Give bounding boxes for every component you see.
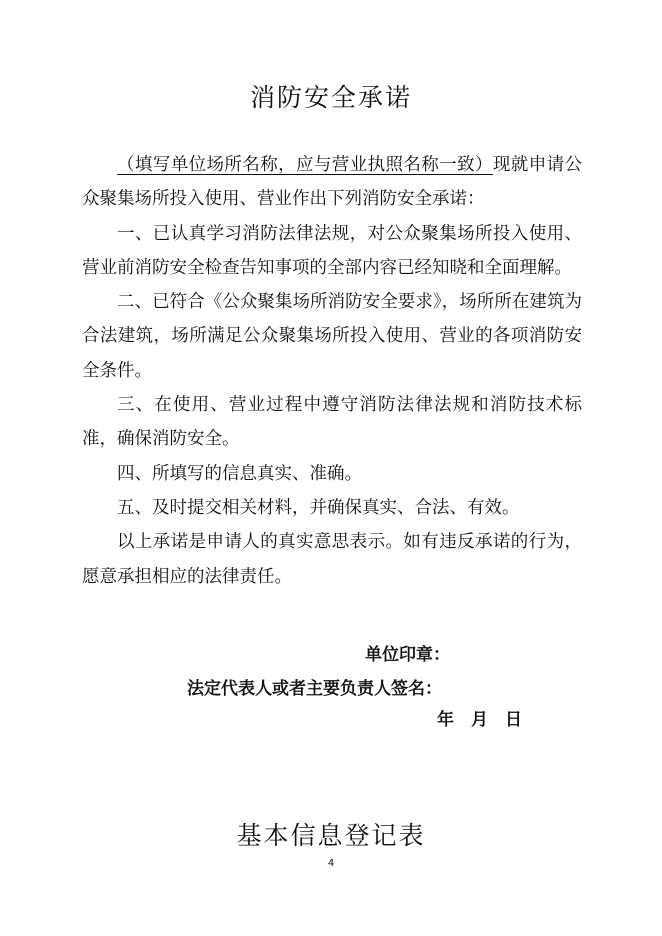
signature-date bbox=[437, 708, 522, 732]
date-month-label: 月 bbox=[471, 710, 488, 730]
date-year-label: 年 bbox=[437, 710, 454, 730]
commitment-item-3: 三、在使用、营业过程中遵守消防法律法规和消防技术标准，确保消防安全。 bbox=[82, 395, 582, 450]
intro-text: 现就申请公众聚集场所投入使用、营业作出下列消防安全承诺： bbox=[82, 155, 583, 210]
commitment-item-4: 四、所填写的信息真实、准确。 bbox=[117, 463, 362, 484]
next-section-title: 基本信息登记表 bbox=[236, 821, 426, 850]
unit-seal-label: 单位印章： bbox=[365, 645, 450, 665]
commitment-body bbox=[82, 148, 582, 594]
closing-statement: 以上承诺是申请人的真实意思表示。如有违反承诺的行为，愿意承担相应的法律责任。 bbox=[82, 532, 582, 587]
commitment-item-5: 五、及时提交相关材料，并确保真实、合法、有效。 bbox=[117, 497, 520, 518]
commitment-item-1: 一、已认真学习消防法律法规，对公众聚集场所投入使用、营业前消防安全检查告知事项的全部内容已经知晓和全面理解。 bbox=[82, 223, 582, 278]
date-day-label: 日 bbox=[505, 710, 522, 730]
commitment-item-2: 二、已符合《公众聚集场所消防安全要求》，场所所在建筑为合法建筑，场所满足公众聚集场所投入使用、营业的各项消防安全条件。 bbox=[82, 292, 582, 381]
representative-signature-label: 法定代表人或者主要负责人签名： bbox=[187, 679, 442, 699]
document-title: 消防安全承诺 bbox=[249, 83, 412, 112]
unit-name-placeholder: （填写单位场所名称，应与营业执照名称一致） bbox=[117, 155, 493, 175]
intro-paragraph bbox=[82, 148, 582, 217]
page-number: 4 bbox=[327, 858, 335, 869]
